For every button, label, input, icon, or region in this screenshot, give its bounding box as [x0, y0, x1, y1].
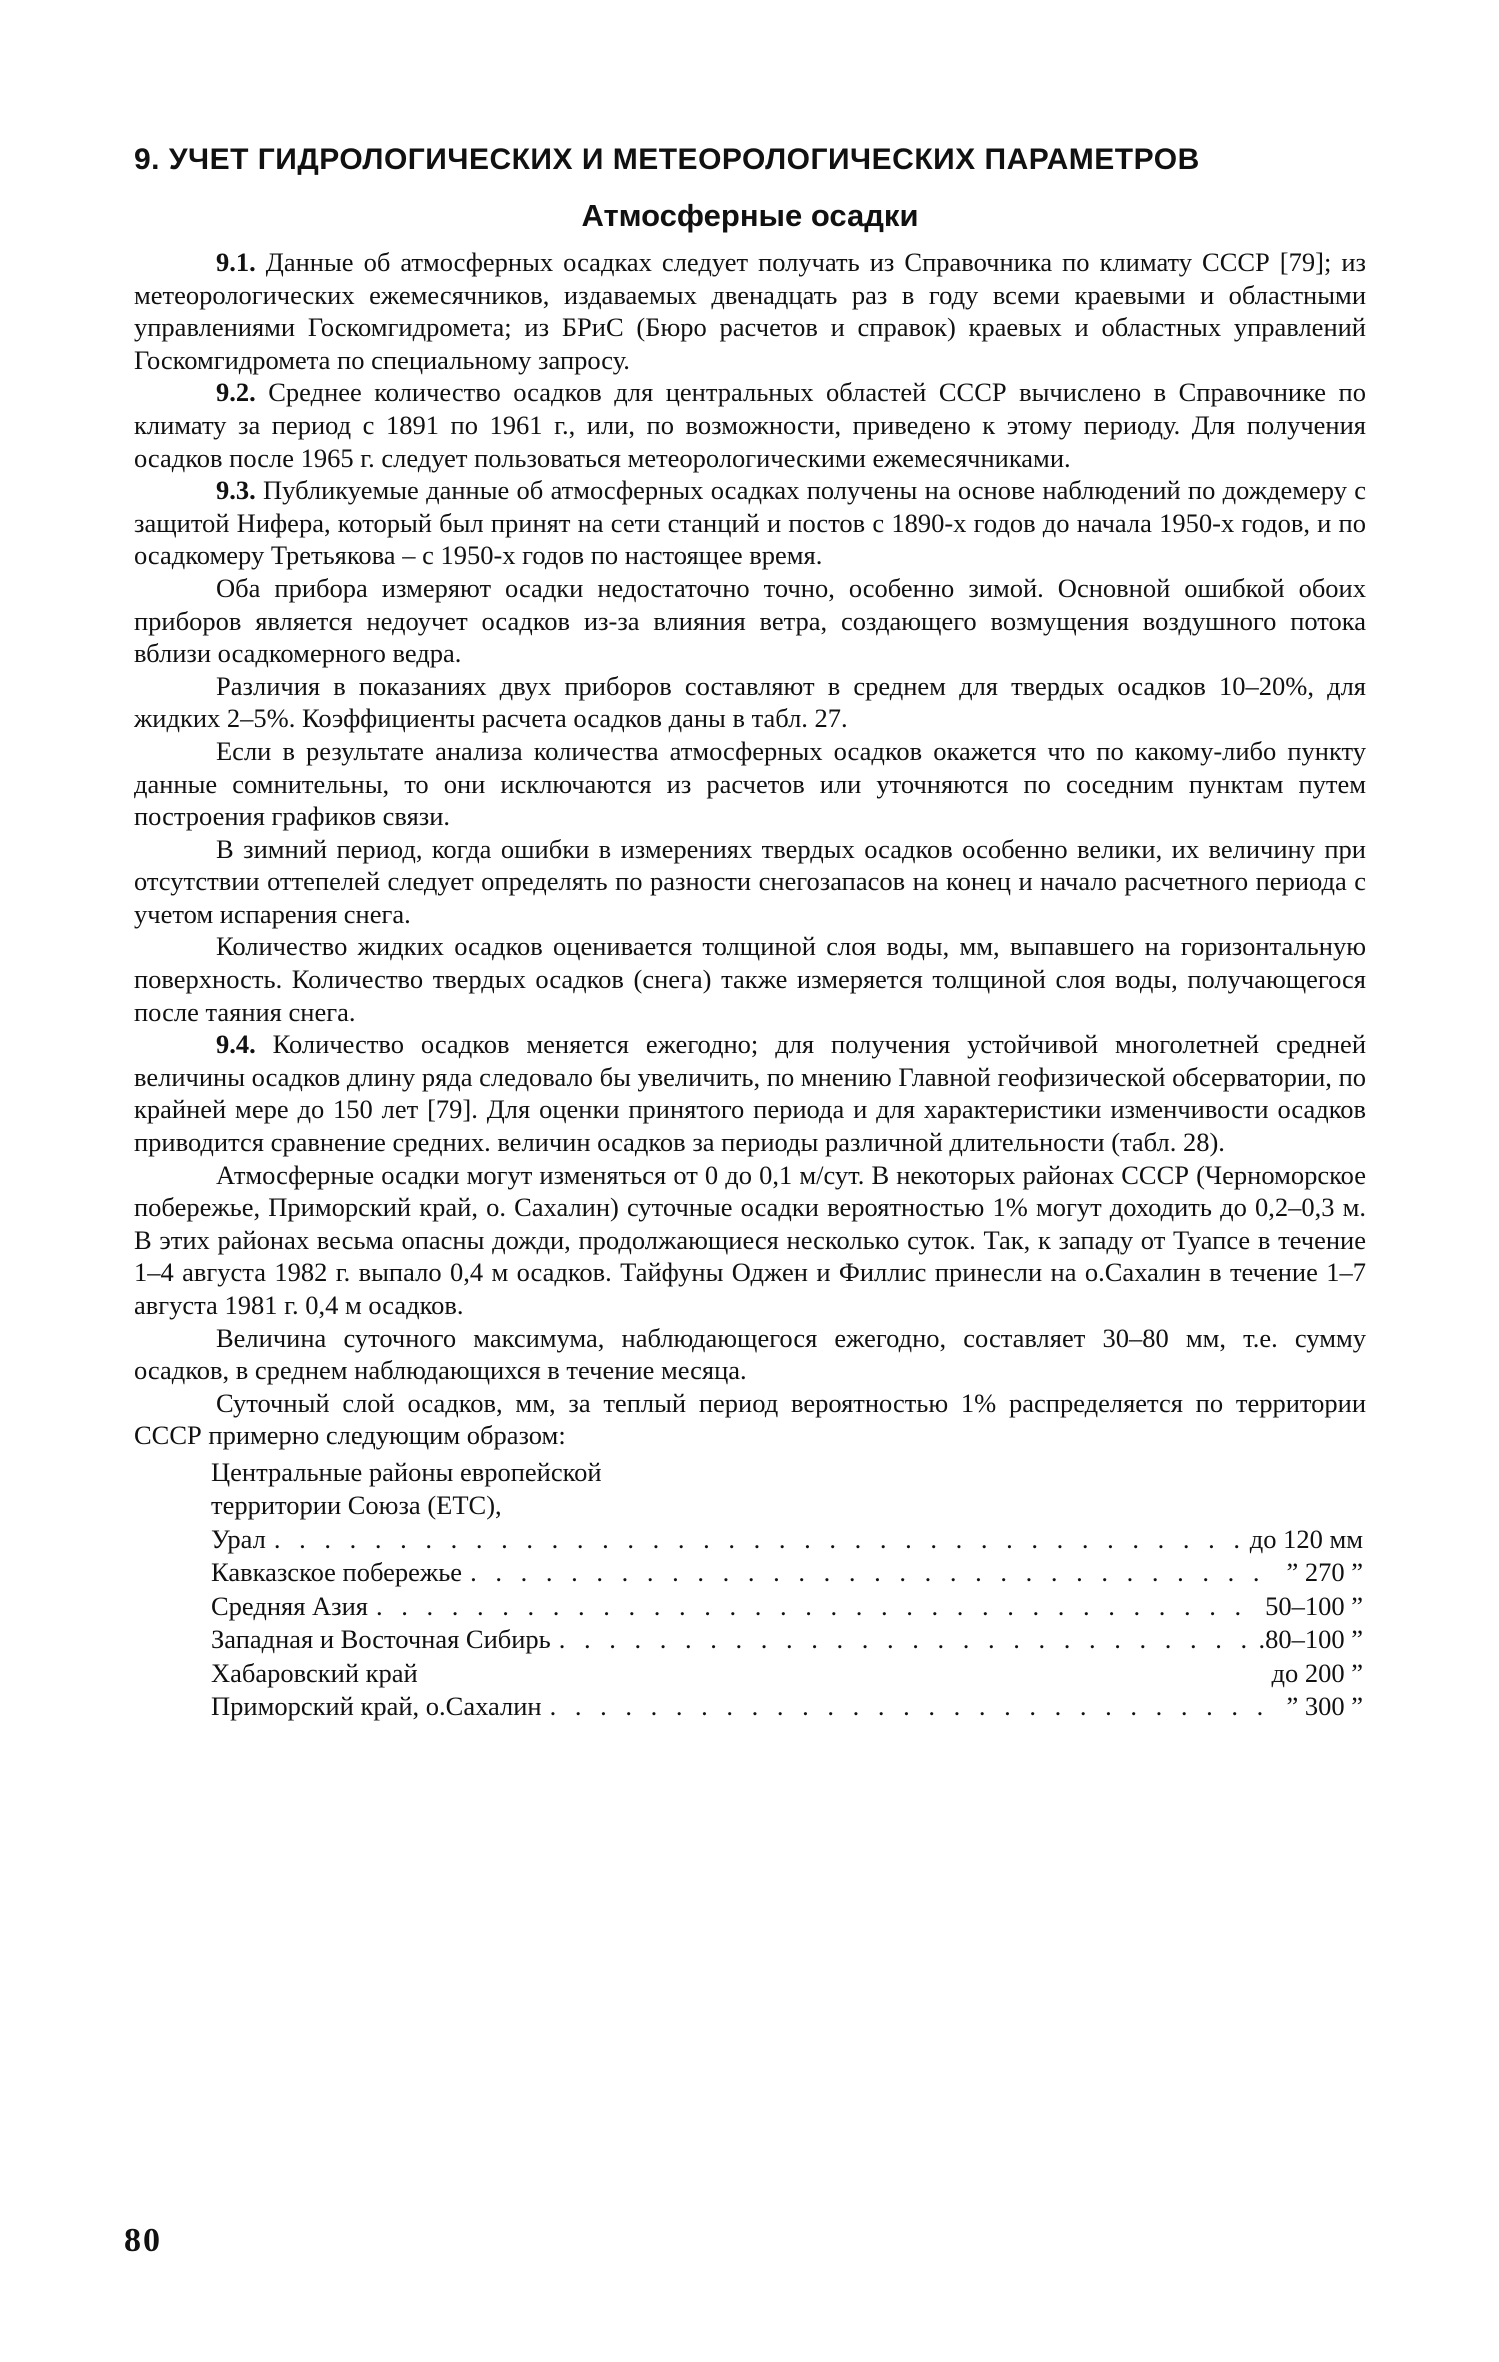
paragraph-text: Данные об атмосферных осадках следует получать из Справочника по климату СССР [79]; из метеорологических ежемесячников, издаваемых двенадцать раз в году всеми краевыми и областными управлениями Госкомгидромета; из БРиС (Бюро расчетов и справок) краевых и областных управлений Госкомгидромета по специальному запросу. [134, 247, 1366, 375]
page-number: 80 [124, 2222, 162, 2259]
precipitation-list [211, 1456, 1363, 1724]
paragraph [134, 735, 1366, 833]
paragraph [134, 1159, 1366, 1322]
section-title: Атмосферные осадки [581, 198, 919, 233]
page-body [134, 140, 1366, 1724]
paragraph-text: Различия в показаниях двух приборов составляют в среднем для твердых осадков 10–20%, для жидких 2–5%. Коэффициенты расчета осадков даны в табл. 27. [134, 670, 1366, 734]
list-row-value: до 200 ” [1271, 1657, 1363, 1688]
list-row-label: Приморский край, о.Сахалин [211, 1691, 542, 1722]
paragraph [134, 246, 1366, 376]
paragraph [134, 833, 1366, 931]
paragraph-number: 9.4. [216, 1029, 256, 1060]
paragraph-number: 9.3. [216, 475, 256, 506]
paragraph [134, 930, 1366, 1028]
list-row-label: Средняя Азия [211, 1590, 368, 1621]
list-row-value: 50–100 ” [1265, 1590, 1363, 1621]
paragraph [134, 1387, 1366, 1452]
paragraph-number: 9.2. [216, 377, 256, 408]
list-row-label: Западная и Восточная Сибирь [211, 1624, 551, 1655]
paragraph [134, 1028, 1366, 1158]
list-row-label: Урал [211, 1523, 266, 1554]
paragraph [134, 376, 1366, 474]
paragraph [134, 474, 1366, 572]
list-row [211, 1690, 1363, 1724]
list-row-value: ” 300 ” [1286, 1691, 1363, 1722]
list-row-label: Кавказское побережье [211, 1557, 463, 1588]
list-row-value: до 120 мм [1249, 1523, 1363, 1554]
paragraph [134, 670, 1366, 735]
list-row-value: .80–100 ” [1258, 1624, 1363, 1655]
list-heading-line: Центральные районы европейской [211, 1456, 602, 1487]
chapter-title: 9. УЧЕТ ГИДРОЛОГИЧЕСКИХ И МЕТЕОРОЛОГИЧЕСКИХ ПАРАМЕТРОВ [134, 143, 1200, 176]
list-row [211, 1523, 1363, 1557]
list-row-label: Хабаровский край [211, 1657, 418, 1688]
paragraph-text: Величина суточного максимума, наблюдающегося ежегодно, составляет 30–80 мм, т.е. сумму осадков, в среднем наблюдающихся в течение месяца. [134, 1322, 1366, 1386]
list-row [211, 1590, 1363, 1624]
paragraph-text: Публикуемые данные об атмосферных осадках получены на основе наблюдений по дождемеру с защитой Нифера, который был принят на сети станций и постов с 1890-х годов до начала 1950-х годов, и по осадкомеру Третьякова – с 1950-х годов по настоящее время. [134, 475, 1366, 571]
paragraph-text: Оба прибора измеряют осадки недостаточно точно, особенно зимой. Основной ошибкой обоих приборов является недоучет осадков из-за влияния ветра, создающего возмущения воздушного потока вблизи осадкомерного ведра. [134, 572, 1366, 669]
paragraph [134, 572, 1366, 670]
paragraph-number: 9.1. [216, 247, 256, 277]
paragraph-text: Среднее количество осадков для центральных областей СССР вычислено в Справочнике по климату за период с 1891 по 1961 г., или, по возможности, приведено к этому периоду. Для получения осадков после 1965 г. следует пользоваться метеорологическими ежемесячниками. [134, 377, 1366, 473]
paragraphs [134, 246, 1366, 1452]
paragraph-text: Количество осадков меняется ежегодно; для получения устойчивой многолетней средней величины осадков длину ряда следовало бы увеличить, по мнению Главной геофизической обсерватории, по крайней мере до 150 лет [79]. Для оценки принятого периода и для характеристики изменчивости осадков приводится сравнение средних. величин осадков за периоды различной длительности (табл. 28). [134, 1029, 1366, 1158]
list-row [211, 1623, 1363, 1657]
paragraph-text: Атмосферные осадки могут изменяться от 0 до 0,1 м/сут. В некоторых районах СССР (Черноморское побережье, Приморский край, о. Сахалин) суточные осадки вероятностью 1% могут доходить до 0,2–0,3 м. В этих районах весьма опасны дожди, продолжающиеся несколько суток. Так, к западу от Туапсе в течение 1–4 августа 1982 г. выпало 0,4 м осадков. Тайфуны Оджен и Филлис принесли на о.Сахалин в течение 1–7 августа 1981 г. 0,4 м осадков. [134, 1159, 1366, 1320]
paragraph-text: Количество жидких осадков оценивается толщиной слоя воды, мм, выпавшего на горизонтальную поверхность. Количество твердых осадков (снега) также измеряется толщиной слоя воды, получающегося после таяния снега. [134, 931, 1366, 1027]
leader-dots [470, 1556, 1278, 1590]
list-row-value: ” 270 ” [1286, 1557, 1363, 1588]
paragraph [134, 1322, 1366, 1387]
paragraph-text: Суточный слой осадков, мм, за теплый период вероятностью 1% распределяется по территории СССР примерно следующим образом: [134, 1387, 1366, 1451]
leader-dots [376, 1590, 1257, 1624]
list-row [211, 1657, 1363, 1691]
leader-dots [274, 1523, 1242, 1557]
leader-dots [559, 1623, 1251, 1657]
leader-dots [550, 1690, 1279, 1724]
paragraph-text: В зимний период, когда ошибки в измерениях твердых осадков особенно велики, их величину при отсутствии оттепелей следует определять по разности снегозапасов на конец и начало расчетного периода с учетом испарения снега. [134, 833, 1366, 929]
list-heading-line: территории Союза (ЕТС), [211, 1490, 502, 1521]
list-row [211, 1556, 1363, 1590]
paragraph-text: Если в результате анализа количества атмосферных осадков окажется что по какому-либо пункту данные сомнительны, то они исключаются из расчетов или уточняются по соседним пунктам путем построения графиков связи. [134, 735, 1366, 832]
